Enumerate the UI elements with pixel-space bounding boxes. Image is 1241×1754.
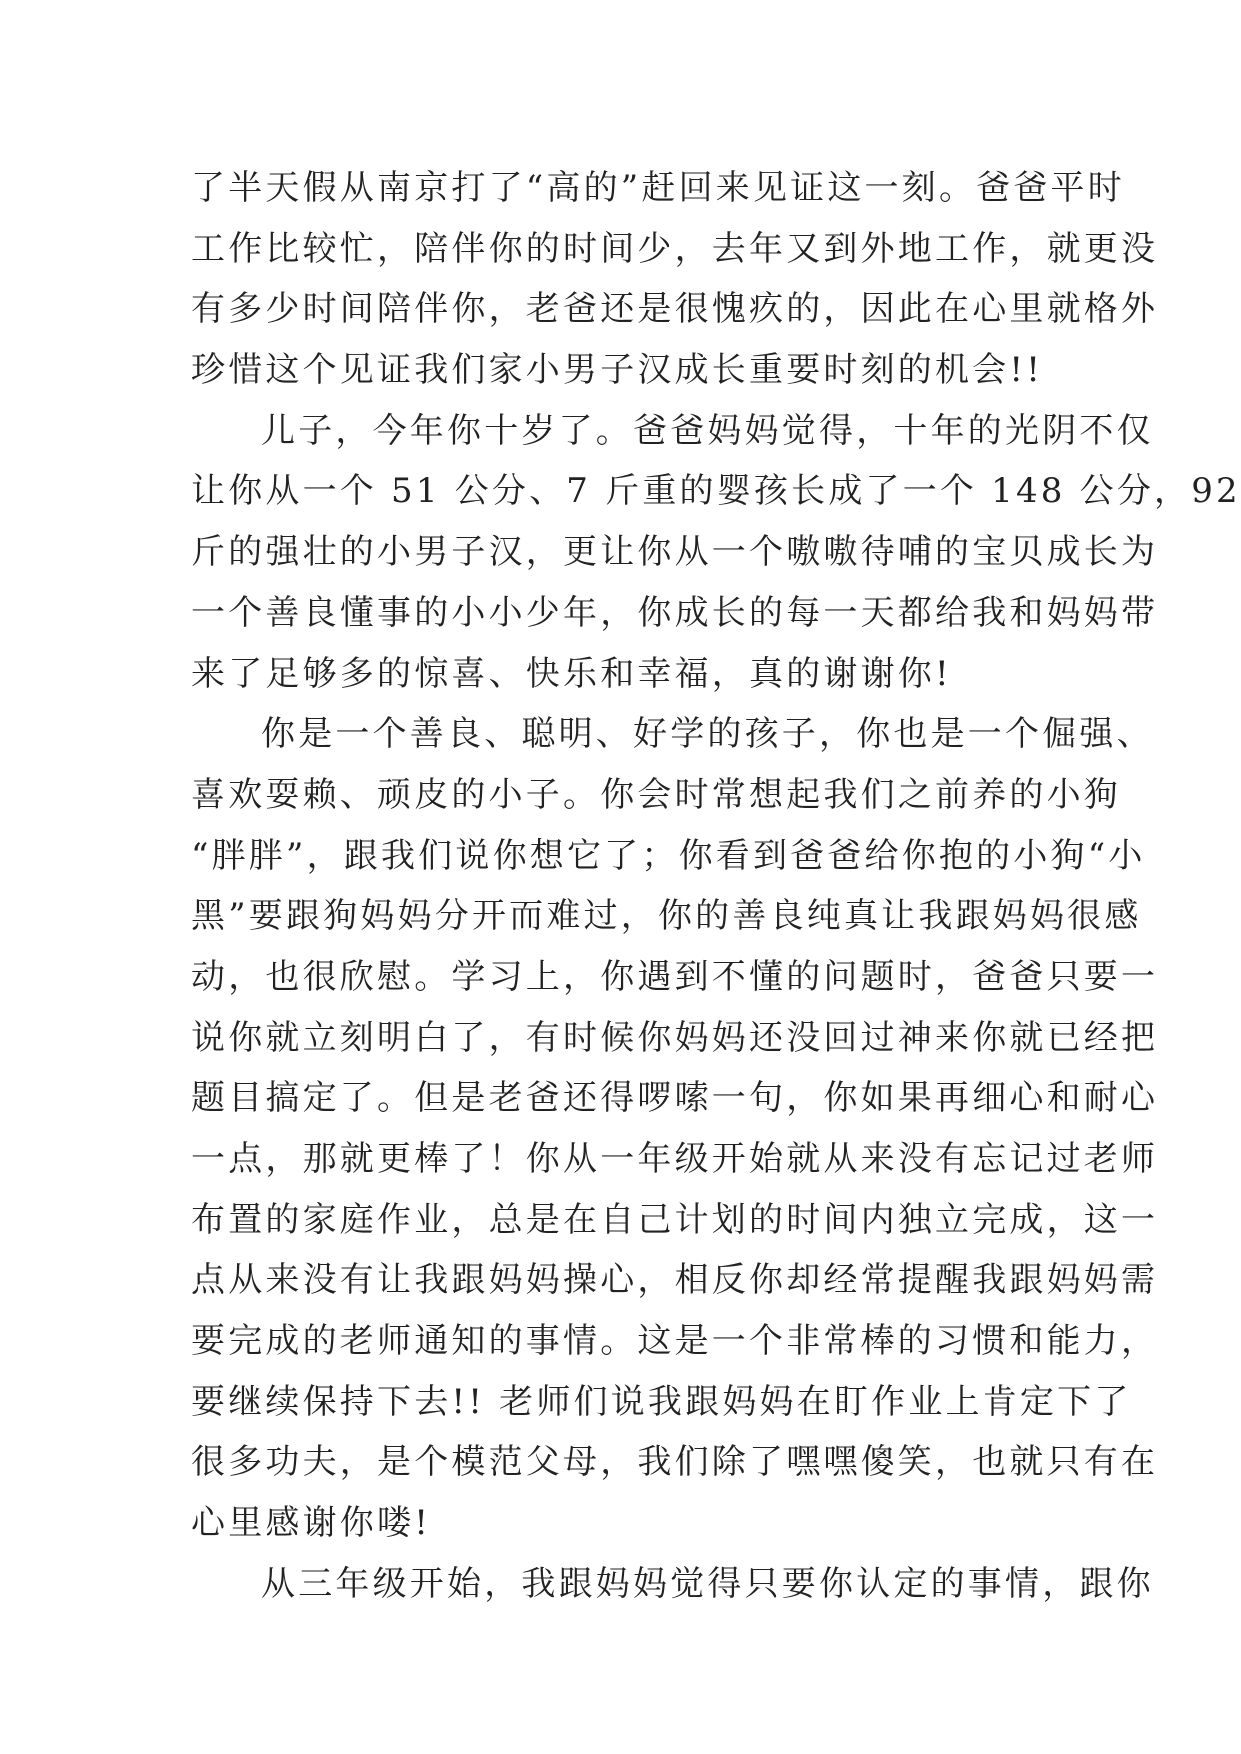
paragraph-start-line: 你是一个善良、聪明、好学的孩子，你也是一个倔强、 bbox=[261, 714, 1154, 755]
text-line: 一点，那就更棒了！你从一年级开始就从来没有忘记过老师 bbox=[191, 1139, 1159, 1179]
letter-body bbox=[191, 158, 1241, 1615]
text-line: 让你从一个 51 公分、7 斤重的婴孩长成了一个 148 公分，92 bbox=[191, 471, 1241, 512]
text-line: 来了足够多的惊喜、快乐和幸福，真的谢谢你! bbox=[191, 653, 952, 694]
text-line: 题目搞定了。但是老爸还得啰嗦一句，你如果再细心和耐心 bbox=[191, 1078, 1159, 1119]
text-line: 要完成的老师通知的事情。这是一个非常棒的习惯和能力， bbox=[191, 1321, 1159, 1362]
text-line: 一个善良懂事的小小少年，你成长的每一天都给我和妈妈带 bbox=[191, 592, 1159, 633]
text-line: 动，也很欣慰。学习上，你遇到不懂的问题时，爸爸只要一 bbox=[191, 956, 1159, 997]
text-line: 黑”要跟狗妈妈分开而难过，你的善良纯真让我跟妈妈很感 bbox=[191, 896, 1142, 937]
text-line: 了半天假从南京打了“高的”赶回来见证这一刻。爸爸平时 bbox=[191, 168, 1125, 208]
text-line: 点从来没有让我跟妈妈操心，相反你却经常提醒我跟妈妈需 bbox=[191, 1260, 1159, 1301]
text-line: “胖胖”，跟我们说你想它了；你看到爸爸给你抱的小狗“小 bbox=[191, 835, 1146, 876]
text-line: 珍惜这个见证我们家小男子汉成长重要时刻的机会!! bbox=[191, 350, 1044, 391]
text-line: 斤的强壮的小男子汉，更让你从一个嗷嗷待哺的宝贝成长为 bbox=[191, 532, 1159, 573]
text-line: 喜欢耍赖、顽皮的小子。你会时常想起我们之前养的小狗 bbox=[191, 774, 1121, 815]
text-line: 心里感谢你喽! bbox=[191, 1503, 432, 1544]
text-line: 工作比较忙，陪伴你的时间少，去年又到外地工作，就更没 bbox=[191, 228, 1159, 269]
text-line: 布置的家庭作业，总是在自己计划的时间内独立完成，这一 bbox=[191, 1199, 1159, 1240]
text-line: 有多少时间陪伴你，老爸还是很愧疚的，因此在心里就格外 bbox=[191, 289, 1159, 330]
text-line: 要继续保持下去!! 老师们说我跟妈妈在盯作业上肯定下了 bbox=[191, 1381, 1132, 1422]
paragraph-start-line: 从三年级开始，我跟妈妈觉得只要你认定的事情，跟你 bbox=[261, 1563, 1154, 1604]
text-line: 很多功夫，是个模范父母，我们除了嘿嘿傻笑，也就只有在 bbox=[191, 1442, 1159, 1483]
paragraph-start-line: 儿子，今年你十岁了。爸爸妈妈觉得，十年的光阴不仅 bbox=[261, 410, 1154, 451]
text-line: 说你就立刻明白了，有时候你妈妈还没回过神来你就已经把 bbox=[191, 1017, 1159, 1058]
